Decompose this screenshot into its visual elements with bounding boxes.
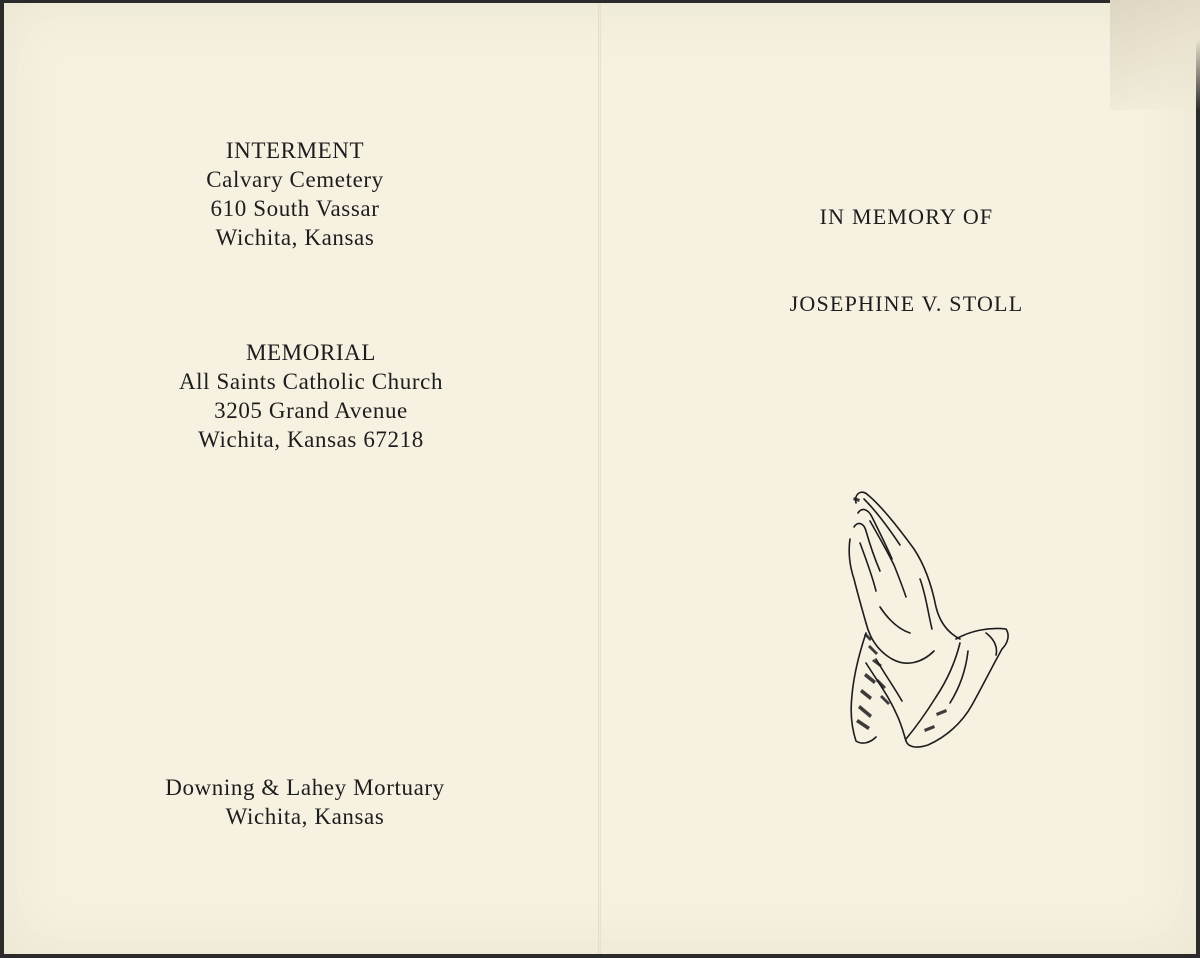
scan-corner-shadow [1110, 0, 1200, 110]
interment-section [0, 136, 592, 252]
interment-street: 610 South Vassar [210, 196, 380, 221]
memorial-street: 3205 Grand Avenue [214, 398, 408, 423]
interment-place: Calvary Cemetery [206, 167, 384, 192]
memory-title: IN MEMORY OF [819, 204, 994, 229]
memorial-city: Wichita, Kansas 67218 [198, 427, 424, 452]
praying-hands-icon [836, 483, 1026, 758]
memorial-heading: MEMORIAL [245, 340, 377, 365]
mortuary-city: Wichita, Kansas [225, 804, 385, 829]
mortuary-section [8, 773, 602, 831]
mortuary-name: Downing & Lahey Mortuary [165, 775, 445, 800]
interment-heading: INTERMENT [225, 138, 365, 163]
deceased-name: JOSEPHINE V. STOLL [789, 291, 1024, 316]
left-panel [4, 3, 598, 954]
interment-city: Wichita, Kansas [215, 225, 375, 250]
memorial-section [14, 338, 608, 454]
memorial-place: All Saints Catholic Church [178, 369, 444, 394]
right-panel [601, 3, 1196, 954]
memorial-card [4, 3, 1196, 954]
